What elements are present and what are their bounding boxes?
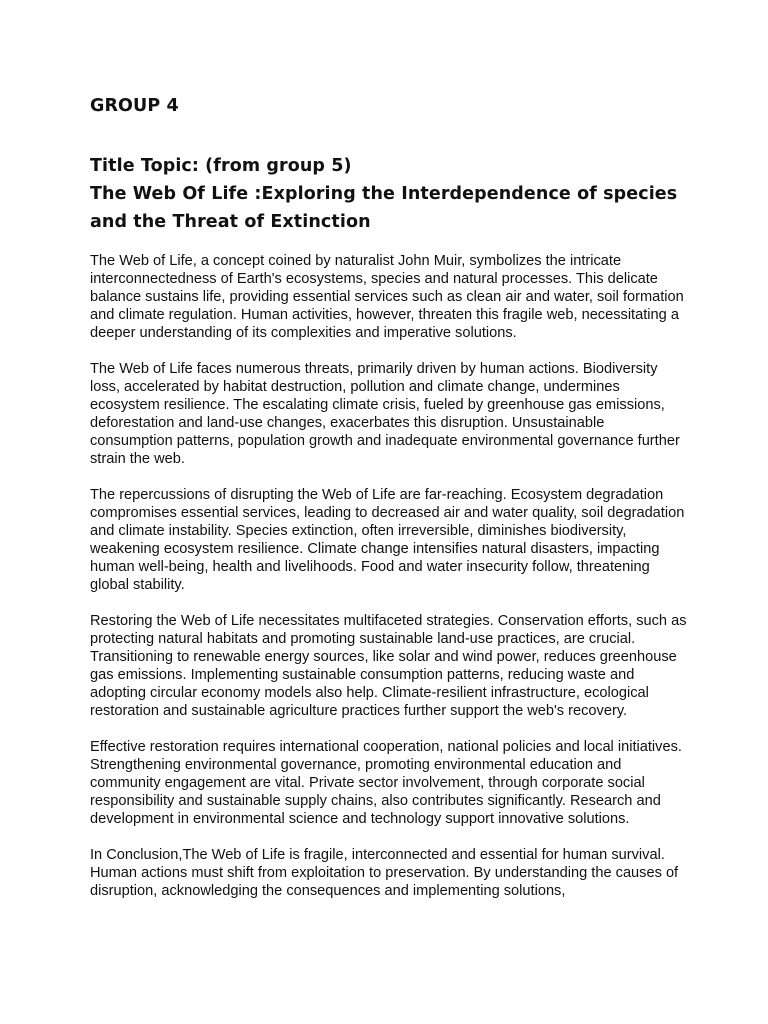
- paragraph-threats: The Web of Life faces numerous threats, primarily driven by human actions. Biodiversity loss, accelerated by habitat destruction, pollution and climate change, undermines ecosystem resilience. The escalating climate crisis, fueled by greenhouse gas emissions, deforestation and land-use changes, exacerbates this disruption. Unsustainable consumption patterns, population growth and inadequate environmental governance further strain the web.: [90, 361, 680, 467]
- document-title: The Web Of Life :Exploring the Interdependence of species and the Threat of Extinction: [90, 184, 678, 232]
- document-page: [90, 94, 690, 918]
- group-heading: GROUP 4: [90, 96, 179, 116]
- paragraph-conclusion: In Conclusion,The Web of Life is fragile, interconnected and essential for human survival. Human actions must shift from exploitation to preservation. By understanding the causes of disruption, acknowledging the consequences and implementing solutions,: [90, 847, 679, 899]
- paragraph-cooperation: Effective restoration requires international cooperation, national policies and local initiatives. Strengthening environmental governance, promoting environmental education and community engagement are vital. Private sector involvement, through corporate social responsibility and sustainable supply chains, also contributes significantly. Research and development in environmental science and technology support innovative solutions.: [90, 739, 682, 827]
- paragraph-introduction: The Web of Life, a concept coined by naturalist John Muir, symbolizes the intricate interconnectedness of Earth's ecosystems, species and natural processes. This delicate balance sustains life, providing essential services such as clean air and water, soil formation and climate regulation. Human activities, however, threaten this fragile web, necessitating a deeper understanding of its complexities and imperative solutions.: [90, 253, 684, 341]
- paragraph-repercussions: The repercussions of disrupting the Web of Life are far-reaching. Ecosystem degradation compromises essential services, leading to decreased air and water quality, soil degradation and climate instability. Species extinction, often irreversible, diminishes biodiversity, weakening ecosystem resilience. Climate change intensifies natural disasters, impacting human well-being, health and livelihoods. Food and water insecurity follow, threatening global stability.: [90, 487, 685, 593]
- title-topic: Title Topic: (from group 5): [90, 156, 352, 176]
- paragraph-restoration: Restoring the Web of Life necessitates multifaceted strategies. Conservation efforts, such as protecting natural habitats and promoting sustainable land-use practices, are crucial. Transitioning to renewable energy sources, like solar and wind power, reduces greenhouse gas emissions. Implementing sustainable consumption patterns, reducing waste and adopting circular economy models also help. Climate-resilient infrastructure, ecological restoration and sustainable agriculture practices further support the web's recovery.: [90, 613, 687, 719]
